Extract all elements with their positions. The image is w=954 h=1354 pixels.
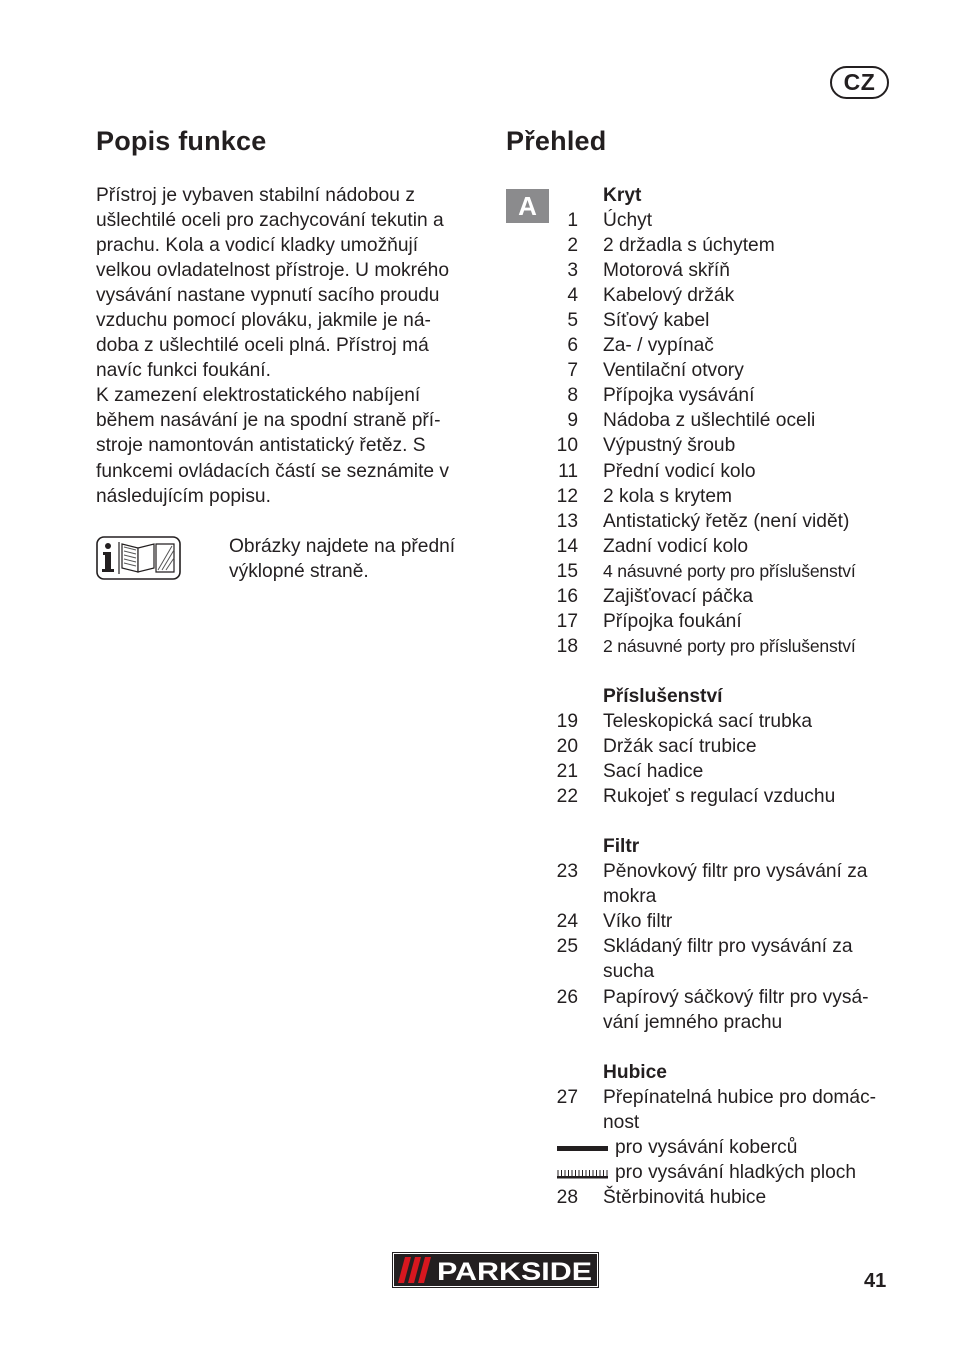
list-item	[540, 233, 940, 258]
item-number: 14	[556, 535, 578, 557]
item-text: Motorová skříň	[603, 260, 730, 282]
item-number: 22	[556, 786, 578, 808]
item-number: 16	[556, 585, 578, 607]
desc-line: K zamezení elektrostatického nabíjení	[96, 385, 421, 407]
info-manual-icon	[96, 536, 181, 580]
list-item	[540, 784, 940, 809]
item-number: 8	[567, 385, 578, 407]
list-item	[540, 534, 940, 559]
item-number: 2	[567, 235, 578, 257]
item-text: pro vysávání hladkých ploch	[615, 1161, 857, 1183]
group-heading	[540, 1060, 940, 1085]
list-item	[540, 909, 940, 934]
item-text: Štěrbinovitá hubice	[603, 1186, 767, 1208]
item-number: 15	[556, 560, 578, 582]
overview-title: Přehled	[506, 126, 607, 156]
item-number: 28	[556, 1186, 578, 1208]
spacer	[540, 809, 940, 834]
group-heading-text: Hubice	[603, 1061, 667, 1083]
item-text: mokra	[603, 886, 657, 908]
item-text: pro vysávání koberců	[615, 1136, 798, 1158]
desc-line: vysávání nastane vypnutí sacího proudu	[96, 285, 440, 307]
item-number: 18	[556, 635, 578, 657]
item-number: 11	[558, 460, 578, 482]
item-text: 2 násuvné porty pro příslušenství	[603, 635, 856, 656]
desc-line: stroje namontován antistatický řetěz. S	[96, 435, 426, 457]
list-item	[540, 734, 940, 759]
list-item	[540, 859, 940, 884]
item-number: 1	[567, 210, 578, 232]
list-item-continuation	[540, 1010, 940, 1035]
list-item	[540, 559, 940, 584]
item-text: Přední vodicí kolo	[603, 460, 756, 482]
list-item	[540, 459, 940, 484]
item-number: 4	[567, 285, 578, 307]
overview-list	[540, 183, 940, 1210]
spacer	[540, 659, 940, 684]
item-text: Zajišťovací páčka	[603, 585, 754, 607]
item-text: Skládaný filtr pro vysávání za	[603, 936, 853, 958]
item-text: Pěnovkový filtr pro vysávání za	[603, 861, 868, 883]
item-text: 4 násuvné porty pro příslušenství	[603, 560, 856, 581]
list-item	[540, 1085, 940, 1110]
desc-line: během nasávání je na spodní straně pří-	[96, 410, 441, 432]
item-number: 6	[567, 335, 578, 357]
info-note-line: Obrázky najdete na přední	[229, 536, 456, 557]
item-number: 27	[556, 1086, 578, 1108]
item-text: 2 kola s krytem	[603, 485, 733, 507]
item-number: 25	[556, 936, 578, 958]
group-heading-text: Příslušenství	[603, 685, 723, 707]
solid-bar-icon	[557, 1144, 608, 1154]
item-text: Držák sací trubice	[603, 736, 757, 758]
item-text: Nádoba z ušlechtilé oceli	[603, 410, 816, 432]
item-number: 21	[556, 761, 578, 783]
list-item	[540, 584, 940, 609]
item-text: Ventilační otvory	[603, 360, 744, 382]
list-item	[540, 709, 940, 734]
item-text: 2 držadla s úchytem	[603, 235, 775, 257]
item-text: Sací hadice	[603, 761, 704, 783]
group-heading	[540, 834, 940, 859]
list-item	[540, 208, 940, 233]
list-item-continuation	[540, 959, 940, 984]
list-item	[540, 433, 940, 458]
list-item	[540, 634, 940, 659]
spacer	[540, 1035, 940, 1060]
item-text: Výpustný šroub	[603, 435, 736, 457]
item-number: 12	[556, 485, 578, 507]
list-item	[540, 333, 940, 358]
desc-line: Přístroj je vybaven stabilní nádobou z	[96, 185, 415, 206]
logo-text: PARKSIDE	[437, 1258, 592, 1286]
list-item	[540, 484, 940, 509]
item-number: 9	[567, 410, 578, 432]
item-number: 13	[556, 510, 578, 532]
info-note-line: výklopné straně.	[229, 561, 369, 583]
item-number: 26	[556, 986, 578, 1008]
desc-line: prachu. Kola a vodicí kladky umožňují	[96, 235, 419, 257]
group-heading-text: Kryt	[603, 185, 642, 206]
list-item	[540, 509, 940, 534]
item-number: 20	[556, 736, 578, 758]
list-item	[540, 609, 940, 634]
item-text: Papírový sáčkový filtr pro vysá-	[603, 986, 869, 1008]
item-text: Úchyt	[603, 210, 653, 232]
list-item	[540, 934, 940, 959]
item-number: 17	[556, 610, 578, 632]
function-description-title: Popis funkce	[96, 126, 267, 156]
list-item	[540, 759, 940, 784]
list-item	[540, 985, 940, 1010]
item-text: Síťový kabel	[603, 310, 710, 332]
item-number: 10	[556, 435, 578, 457]
brush-bar-icon	[557, 1169, 608, 1179]
item-number: 3	[567, 260, 578, 282]
item-text: Přípojka foukání	[603, 610, 742, 632]
info-note	[229, 534, 455, 584]
desc-line: ušlechtilé oceli pro zachycování tekutin a	[96, 210, 444, 232]
desc-line: následujícím popisu.	[96, 485, 271, 507]
group-heading	[540, 183, 940, 208]
parkside-logo	[392, 1252, 599, 1288]
list-item-symbol	[540, 1135, 940, 1160]
list-item-continuation	[540, 884, 940, 909]
desc-line: funkcemi ovládacích částí se seznámite v	[96, 460, 449, 482]
item-text: Kabelový držák	[603, 285, 735, 307]
section-label: A	[506, 189, 549, 223]
item-number: 24	[556, 911, 578, 933]
item-text: Přípojka vysávání	[603, 385, 755, 407]
item-text: Antistatický řetěz (není vidět)	[603, 510, 850, 532]
item-text: Přepínatelná hubice pro domác-	[603, 1086, 877, 1108]
item-text: vání jemného prachu	[603, 1011, 783, 1033]
desc-line: velkou ovladatelnost přístroje. U mokrého	[96, 260, 450, 282]
item-number: 5	[567, 310, 578, 332]
item-number: 23	[556, 861, 578, 883]
group-heading-text: Filtr	[603, 836, 640, 858]
desc-line: navíc funkci foukání.	[96, 360, 271, 382]
list-item	[540, 308, 940, 333]
function-description-paragraph	[96, 183, 486, 509]
list-item-continuation	[540, 1110, 940, 1135]
list-item	[540, 283, 940, 308]
list-item-symbol	[540, 1160, 940, 1185]
desc-line: vzduchu pomocí plováku, jakmile je ná-	[96, 310, 431, 332]
list-item	[540, 1185, 940, 1210]
item-number: 7	[567, 360, 578, 382]
list-item	[540, 408, 940, 433]
item-text: Víko filtr	[603, 911, 673, 933]
item-number: 19	[556, 710, 578, 732]
page-number: 41	[864, 1270, 887, 1292]
item-text: Teleskopická sací trubka	[603, 710, 813, 732]
item-text: Rukojeť s regulací vzduchu	[603, 786, 836, 808]
item-text: Za- / vypínač	[603, 335, 714, 357]
item-text: Zadní vodicí kolo	[603, 535, 749, 557]
item-text: sucha	[603, 961, 655, 983]
language-badge: CZ	[830, 66, 889, 99]
desc-line: doba z ušlechtilé oceli plná. Přístroj má	[96, 335, 429, 357]
item-text: nost	[603, 1111, 640, 1133]
group-heading	[540, 684, 940, 709]
list-item	[540, 358, 940, 383]
list-item	[540, 258, 940, 283]
list-item	[540, 383, 940, 408]
